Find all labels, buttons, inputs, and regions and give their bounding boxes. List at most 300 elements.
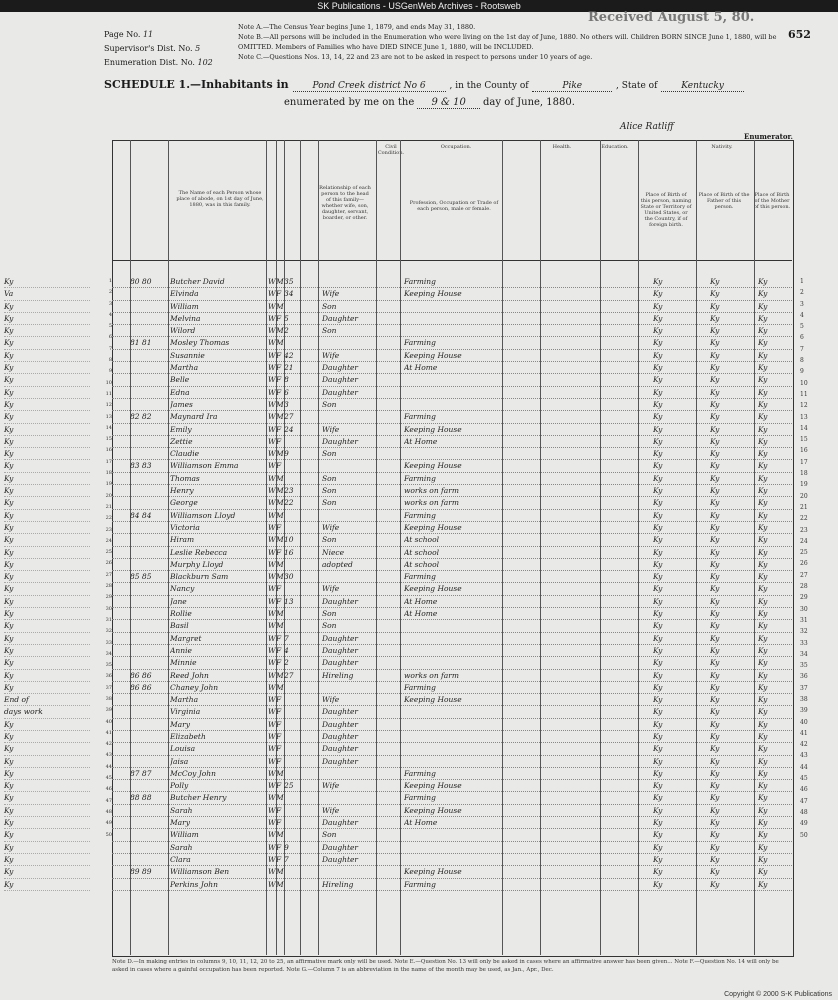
table-row: [112, 780, 792, 792]
cell-b1: Ky: [653, 854, 663, 864]
cell-b2: Ky: [710, 350, 720, 360]
table-row: [112, 805, 792, 817]
cell-b2: Ky: [710, 854, 720, 864]
line-number: 43: [800, 752, 808, 760]
table-row: [112, 301, 792, 313]
cell-n: Mary: [170, 719, 190, 729]
cell-n: Williamson Emma: [170, 461, 239, 471]
cell-o: Farming: [404, 682, 436, 692]
cell-rel: Son: [322, 535, 337, 545]
cell-a: 5: [284, 313, 289, 323]
line-number: 23: [800, 526, 808, 534]
cell-b3: Ky: [758, 867, 768, 877]
table-row: [112, 387, 792, 399]
cell-r: W: [268, 547, 276, 557]
cell-s: F: [276, 645, 282, 655]
cell-rel: Daughter: [322, 842, 358, 852]
line-number: 1: [108, 278, 112, 284]
line-number: 14: [800, 424, 808, 432]
line-number: 17: [105, 458, 112, 465]
cell-r: W: [268, 818, 276, 828]
cell-n: Thomas: [170, 473, 200, 483]
cell-o: Keeping House: [404, 584, 462, 594]
cell-b2: Ky: [710, 670, 720, 680]
cell-n: Wilord: [170, 326, 196, 336]
margin-entry: Ky: [4, 547, 90, 559]
cell-b3: Ky: [758, 830, 768, 840]
cell-s: F: [276, 842, 282, 852]
line-number: 39: [105, 707, 112, 714]
table-row: [112, 854, 792, 866]
margin-entry: Ky: [4, 645, 90, 657]
note-b: Note B.—All persons will be included in the Enumeration who were living on the 1st day of June, 1880. No others will. Children BORN SINCE June 1, 1880, will be OMITTED. Members of Families who have DIED SINCE June 1, 1880, will be INCLUDED.: [238, 33, 777, 51]
cell-b3: Ky: [758, 510, 768, 520]
line-number: 38: [800, 695, 808, 703]
margin-entry: Ky: [4, 436, 90, 448]
table-row: [112, 879, 792, 891]
line-number: 37: [800, 684, 808, 692]
table-row: [112, 768, 792, 780]
line-number: 9: [108, 368, 112, 375]
table-row: [112, 288, 792, 300]
line-number: 34: [105, 650, 112, 657]
cell-o: Keeping House: [404, 424, 462, 434]
copyright: Copyright © 2000 S-K Publications: [724, 991, 832, 998]
header-birth-mother: Place of Birth of the Mother of this person.: [753, 192, 791, 210]
cell-rel: Niece: [322, 547, 345, 557]
cell-rel: Daughter: [322, 313, 358, 323]
cell-r: W: [268, 793, 276, 803]
margin-entry: Ky: [4, 854, 90, 866]
table-row: [112, 337, 792, 349]
cell-o: Keeping House: [404, 781, 462, 791]
enumerator-label: Enumerator.: [744, 132, 793, 141]
cell-a: 7: [284, 854, 289, 864]
line-number: 40: [105, 718, 112, 725]
cell-b3: Ky: [758, 658, 768, 668]
cell-a: 8: [284, 375, 289, 385]
cell-b2: Ky: [710, 584, 720, 594]
table-row: [112, 374, 792, 386]
cell-s: M: [276, 670, 284, 680]
cell-d: 86 86: [130, 682, 152, 692]
cell-s: F: [276, 375, 282, 385]
cell-b2: Ky: [710, 363, 720, 373]
cell-n: Sarah: [170, 805, 193, 815]
cell-n: Basil: [170, 621, 189, 631]
margin-entry: Ky: [4, 866, 90, 878]
cell-b2: Ky: [710, 535, 720, 545]
enum-dist-value: 102: [197, 58, 213, 67]
cell-b1: Ky: [653, 387, 663, 397]
cell-rel: Son: [322, 473, 337, 483]
cell-a: 9: [284, 842, 289, 852]
cell-b2: Ky: [710, 387, 720, 397]
line-number: 45: [800, 775, 808, 783]
line-number: 3: [800, 300, 804, 308]
cell-b1: Ky: [653, 695, 663, 705]
cell-n: Maynard Ira: [170, 412, 218, 422]
line-number: 2: [800, 289, 804, 297]
table-row: [112, 411, 792, 423]
cell-r: W: [268, 326, 276, 336]
table-row: [112, 559, 792, 571]
cell-b2: Ky: [710, 510, 720, 520]
table-row: [112, 645, 792, 657]
line-number: 25: [800, 549, 808, 557]
cell-b3: Ky: [758, 682, 768, 692]
margin-entry: Ky: [4, 473, 90, 485]
cell-d: 88 88: [130, 793, 152, 803]
margin-entry: Ky: [4, 448, 90, 460]
cell-b2: Ky: [710, 473, 720, 483]
cell-rel: Daughter: [322, 596, 358, 606]
line-number: 33: [105, 639, 112, 646]
cell-r: W: [268, 449, 276, 459]
cell-n: Blackburn Sam: [170, 572, 229, 582]
line-number: 21: [105, 503, 112, 510]
cell-d: 82 82: [130, 412, 152, 422]
cell-a: 24: [284, 424, 294, 434]
cell-r: W: [268, 338, 276, 348]
cell-a: 27: [284, 412, 294, 422]
line-number: 34: [800, 650, 808, 658]
cell-n: Louisa: [170, 744, 196, 754]
margin-entry: Ky: [4, 571, 90, 583]
cell-r: W: [268, 731, 276, 741]
line-number: 27: [105, 571, 112, 578]
table-row: [112, 792, 792, 804]
cell-b2: Ky: [710, 596, 720, 606]
enumerator-signature: Alice Ratliff: [620, 122, 674, 132]
cell-rel: Wife: [322, 781, 340, 791]
cell-b1: Ky: [653, 682, 663, 692]
line-number: 8: [800, 357, 804, 365]
margin-entry: days work: [4, 706, 90, 718]
line-number: 43: [105, 752, 112, 759]
cell-rel: Wife: [322, 522, 340, 532]
cell-b1: Ky: [653, 744, 663, 754]
cell-s: F: [276, 707, 282, 717]
cell-n: William: [170, 301, 199, 311]
note-c: Note C.—Questions Nos. 13, 14, 22 and 23 are not to be asked in respect to persons under 10 years of age.: [238, 53, 593, 61]
district-value: Pond Creek district No 6: [293, 81, 446, 92]
cell-b2: Ky: [710, 805, 720, 815]
cell-b1: Ky: [653, 658, 663, 668]
cell-rel: adopted: [322, 559, 353, 569]
cell-b2: Ky: [710, 338, 720, 348]
cell-b1: Ky: [653, 363, 663, 373]
cell-b3: Ky: [758, 645, 768, 655]
line-number: 2: [108, 289, 112, 296]
cell-a: 21: [284, 363, 294, 373]
margin-entry: Ky: [4, 460, 90, 472]
cell-a: 25: [284, 781, 294, 791]
margin-entry: Ky: [4, 608, 90, 620]
cell-n: Minnie: [170, 658, 197, 668]
line-number: 37: [105, 684, 112, 691]
cell-b3: Ky: [758, 461, 768, 471]
cell-n: Annie: [170, 645, 192, 655]
cell-b2: Ky: [710, 867, 720, 877]
cell-s: F: [276, 805, 282, 815]
cell-s: M: [276, 535, 284, 545]
margin-entry: Ky: [4, 534, 90, 546]
cell-o: Keeping House: [404, 461, 462, 471]
cell-r: W: [268, 498, 276, 508]
cell-b1: Ky: [653, 338, 663, 348]
cell-b1: Ky: [653, 535, 663, 545]
cell-s: M: [276, 510, 284, 520]
line-number: 17: [800, 458, 808, 466]
cell-r: W: [268, 424, 276, 434]
header-occupation-group: Occupation.: [440, 144, 472, 150]
cell-r: W: [268, 781, 276, 791]
cell-r: W: [268, 756, 276, 766]
cell-b3: Ky: [758, 596, 768, 606]
cell-b2: Ky: [710, 695, 720, 705]
cell-r: W: [268, 842, 276, 852]
cell-rel: Hireling: [322, 670, 354, 680]
margin-entry: Ky: [4, 596, 90, 608]
cell-n: Rollie: [170, 609, 192, 619]
line-number: 27: [800, 571, 808, 579]
cell-b2: Ky: [710, 375, 720, 385]
cell-b3: Ky: [758, 559, 768, 569]
cell-d: 80 80: [130, 277, 152, 286]
cell-o: Farming: [404, 473, 436, 483]
cell-rel: Daughter: [322, 387, 358, 397]
line-number: 48: [800, 808, 808, 816]
line-number: 21: [800, 503, 808, 511]
cell-b1: Ky: [653, 781, 663, 791]
cell-s: M: [276, 867, 284, 877]
cell-s: F: [276, 658, 282, 668]
cell-o: At Home: [404, 609, 438, 619]
margin-entry: Ky: [4, 399, 90, 411]
cell-s: F: [276, 781, 282, 791]
cell-a: 35: [284, 277, 294, 286]
margin-entry: Ky: [4, 731, 90, 743]
cell-rel: Daughter: [322, 363, 358, 373]
table-row: [112, 608, 792, 620]
line-number: 13: [105, 413, 112, 420]
cell-s: F: [276, 289, 282, 299]
cell-s: M: [276, 768, 284, 778]
line-number: 19: [800, 481, 808, 489]
line-number: 8: [108, 357, 112, 364]
margin-entry: Ky: [4, 301, 90, 313]
cell-b1: Ky: [653, 670, 663, 680]
cell-b1: Ky: [653, 350, 663, 360]
cell-a: 3: [284, 399, 289, 409]
cell-b2: Ky: [710, 682, 720, 692]
cell-a: 2: [284, 326, 289, 336]
cell-rel: Daughter: [322, 818, 358, 828]
cell-d: 86 86: [130, 670, 152, 680]
cell-r: W: [268, 695, 276, 705]
schedule-line: [104, 78, 744, 91]
cell-s: F: [276, 744, 282, 754]
line-number: 31: [105, 616, 112, 623]
cell-n: George: [170, 498, 198, 508]
cell-rel: Daughter: [322, 658, 358, 668]
cell-d: 84 84: [130, 510, 152, 520]
cell-b1: Ky: [653, 768, 663, 778]
cell-r: W: [268, 658, 276, 668]
cell-r: W: [268, 707, 276, 717]
cell-b1: Ky: [653, 326, 663, 336]
table-row: [112, 866, 792, 878]
margin-entry: Ky: [4, 313, 90, 325]
cell-r: W: [268, 461, 276, 471]
cell-b3: Ky: [758, 670, 768, 680]
cell-b1: Ky: [653, 375, 663, 385]
line-number: 18: [105, 470, 112, 477]
margin-entry: Ky: [4, 829, 90, 841]
table-row: [112, 325, 792, 337]
cell-b3: Ky: [758, 387, 768, 397]
cell-s: M: [276, 830, 284, 840]
cell-r: W: [268, 830, 276, 840]
cell-b2: Ky: [710, 461, 720, 471]
cell-b3: Ky: [758, 818, 768, 828]
cell-rel: Son: [322, 449, 337, 459]
margin-entry: Ky: [4, 792, 90, 804]
table-row: [112, 350, 792, 362]
line-number: 50: [105, 831, 112, 838]
line-number: 50: [800, 831, 808, 839]
cell-s: M: [276, 486, 284, 496]
cell-b3: Ky: [758, 399, 768, 409]
cell-n: Claudie: [170, 449, 200, 459]
cell-b2: Ky: [710, 719, 720, 729]
cell-b1: Ky: [653, 584, 663, 594]
line-number: 12: [800, 402, 808, 410]
cell-r: W: [268, 719, 276, 729]
cell-b2: Ky: [710, 842, 720, 852]
cell-b1: Ky: [653, 289, 663, 299]
cell-s: M: [276, 449, 284, 459]
line-numbers-right: [800, 276, 820, 841]
cell-rel: Son: [322, 486, 337, 496]
margin-entry: Ky: [4, 768, 90, 780]
line-number: 44: [105, 763, 112, 770]
cell-b3: Ky: [758, 744, 768, 754]
margin-entry: Ky: [4, 670, 90, 682]
line-number: 47: [105, 797, 112, 804]
margin-entry: Ky: [4, 387, 90, 399]
line-number: 9: [800, 368, 804, 376]
cell-rel: Daughter: [322, 854, 358, 864]
cell-o: Keeping House: [404, 867, 462, 877]
cell-a: 34: [284, 289, 294, 299]
cell-d: 85 85: [130, 572, 152, 582]
cell-n: Emily: [170, 424, 192, 434]
line-number: 33: [800, 639, 808, 647]
cell-r: W: [268, 473, 276, 483]
cell-r: W: [268, 621, 276, 631]
cell-s: M: [276, 559, 284, 569]
line-number: 11: [105, 390, 112, 397]
table-row: [112, 571, 792, 583]
cell-b3: Ky: [758, 854, 768, 864]
cell-b1: Ky: [653, 399, 663, 409]
cell-s: F: [276, 818, 282, 828]
line-number: 5: [108, 323, 112, 330]
cell-o: Farming: [404, 277, 436, 286]
cell-a: 10: [284, 535, 294, 545]
cell-b3: Ky: [758, 375, 768, 385]
line-number: 22: [800, 515, 808, 523]
cell-b1: Ky: [653, 436, 663, 446]
margin-entry: Ky: [4, 805, 90, 817]
cell-b1: Ky: [653, 412, 663, 422]
cell-s: F: [276, 522, 282, 532]
cell-n: Williamson Lloyd: [170, 510, 236, 520]
table-row: [112, 842, 792, 854]
page-no-label: Page No.: [104, 30, 141, 39]
cell-s: F: [276, 350, 282, 360]
cell-b2: Ky: [710, 768, 720, 778]
page-no-value: 11: [142, 30, 154, 39]
cell-rel: Son: [322, 830, 337, 840]
sup-dist-label: Supervisor's Dist. No.: [104, 44, 193, 53]
cell-b3: Ky: [758, 707, 768, 717]
line-number: 47: [800, 797, 808, 805]
cell-n: Martha: [170, 363, 199, 373]
table-row: [112, 313, 792, 325]
cell-b3: Ky: [758, 805, 768, 815]
cell-o: works on farm: [404, 486, 459, 496]
header-birth-father: Place of Birth of the Father of this person.: [698, 192, 750, 210]
header-nativity: Nativity.: [711, 144, 733, 150]
table-row: [112, 706, 792, 718]
table-row: [112, 829, 792, 841]
cell-b2: Ky: [710, 707, 720, 717]
cell-r: W: [268, 805, 276, 815]
cell-n: James: [170, 399, 193, 409]
county-label: , in the County of: [449, 81, 529, 91]
cell-s: M: [276, 879, 284, 889]
cell-n: Williamson Ben: [170, 867, 230, 877]
cell-n: Reed John: [170, 670, 209, 680]
cell-s: M: [276, 498, 284, 508]
cell-b2: Ky: [710, 781, 720, 791]
line-number: 24: [800, 537, 808, 545]
cell-b2: Ky: [710, 756, 720, 766]
cell-n: Elvinda: [170, 289, 199, 299]
table-row: [112, 436, 792, 448]
cell-n: Margret: [170, 633, 202, 643]
cell-b3: Ky: [758, 633, 768, 643]
cell-b1: Ky: [653, 707, 663, 717]
line-number: 38: [105, 695, 112, 702]
cell-b2: Ky: [710, 498, 720, 508]
line-number: 36: [800, 673, 808, 681]
cell-rel: Hireling: [322, 879, 354, 889]
margin-entry: Va: [4, 288, 90, 300]
cell-b3: Ky: [758, 350, 768, 360]
line-number: 26: [800, 560, 808, 568]
margin-entry: Ky: [4, 411, 90, 423]
margin-entry: Ky: [4, 374, 90, 386]
cell-rel: Son: [322, 301, 337, 311]
cell-b1: Ky: [653, 522, 663, 532]
cell-n: Edna: [170, 387, 190, 397]
cell-s: F: [276, 633, 282, 643]
cell-o: Keeping House: [404, 350, 462, 360]
